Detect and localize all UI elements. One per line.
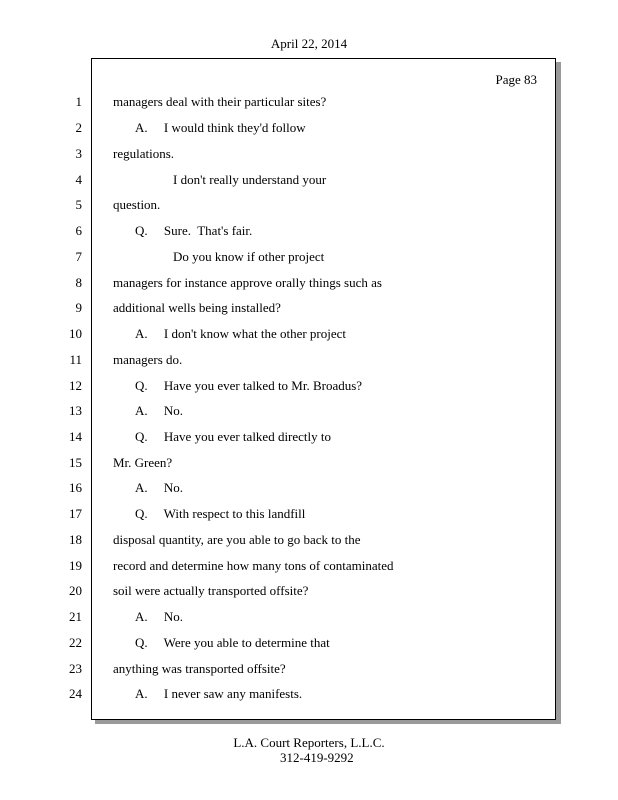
transcript-line	[0, 454, 618, 472]
line-number: 18	[69, 532, 82, 547]
transcript-line	[0, 351, 618, 369]
line-number: 9	[75, 300, 82, 315]
transcript-line	[0, 248, 618, 266]
line-number: 8	[75, 275, 82, 290]
transcript-line	[0, 145, 618, 163]
transcript-line	[0, 402, 618, 420]
line-text: soil were actually transported offsite?	[113, 583, 309, 598]
line-number: 23	[69, 661, 82, 676]
line-text: question.	[113, 197, 161, 212]
line-text: A. No.	[135, 609, 184, 624]
line-number: 12	[69, 378, 82, 393]
reporter-phone: 312-419-9292	[280, 750, 354, 765]
transcript-date: April 22, 2014	[270, 36, 348, 51]
line-number: 3	[75, 146, 82, 161]
page-number: Page 83	[495, 72, 537, 87]
transcript-line	[0, 685, 618, 703]
line-text: anything was transported offsite?	[113, 661, 286, 676]
line-number: 1	[75, 94, 82, 109]
line-text: A. No.	[135, 403, 184, 418]
line-text: Q. With respect to this landfill	[135, 506, 306, 521]
line-number: 7	[75, 249, 82, 264]
line-number: 6	[75, 223, 82, 238]
line-number: 5	[75, 197, 82, 212]
line-number: 22	[69, 635, 82, 650]
transcript-line	[0, 634, 618, 652]
line-text: Q. Were you able to determine that	[135, 635, 330, 650]
line-text: Mr. Green?	[113, 455, 173, 470]
transcript-line	[0, 196, 618, 214]
line-text: A. I don't know what the other project	[135, 326, 347, 341]
line-text: Q. Have you ever talked directly to	[135, 429, 332, 444]
line-number: 16	[69, 480, 82, 495]
line-number: 21	[69, 609, 82, 624]
transcript-line	[0, 531, 618, 549]
transcript-line	[0, 119, 618, 137]
line-number: 11	[69, 352, 82, 367]
line-text: record and determine how many tons of contaminated	[113, 558, 394, 573]
transcript-line	[0, 557, 618, 575]
line-number: 20	[69, 583, 82, 598]
line-text: managers for instance approve orally things such as	[113, 275, 382, 290]
line-text: Do you know if other project	[173, 249, 325, 264]
transcript-line	[0, 660, 618, 678]
transcript-line	[0, 377, 618, 395]
transcript-line	[0, 479, 618, 497]
line-text: disposal quantity, are you able to go back to the	[113, 532, 361, 547]
transcript-line	[0, 274, 618, 292]
line-number: 15	[69, 455, 82, 470]
transcript-line	[0, 608, 618, 626]
transcript-line	[0, 428, 618, 446]
transcript-line	[0, 505, 618, 523]
line-text: additional wells being installed?	[113, 300, 281, 315]
line-number: 19	[69, 558, 82, 573]
line-text: Q. Have you ever talked to Mr. Broadus?	[135, 378, 363, 393]
line-number: 24	[69, 686, 82, 701]
line-text: regulations.	[113, 146, 175, 161]
line-text: managers do.	[113, 352, 183, 367]
line-number: 17	[69, 506, 82, 521]
line-text: A. I never saw any manifests.	[135, 686, 303, 701]
reporter-company: L.A. Court Reporters, L.L.C.	[233, 735, 385, 750]
line-text: A. I would think they'd follow	[135, 120, 306, 135]
transcript-line	[0, 325, 618, 343]
transcript-line	[0, 299, 618, 317]
line-text: A. No.	[135, 480, 184, 495]
line-text: managers deal with their particular sites?	[113, 94, 327, 109]
line-number: 13	[69, 403, 82, 418]
transcript-line	[0, 93, 618, 111]
transcript-line	[0, 222, 618, 240]
transcript-line	[0, 171, 618, 189]
transcript-line	[0, 582, 618, 600]
line-number: 10	[69, 326, 82, 341]
line-number: 14	[69, 429, 82, 444]
line-number: 4	[75, 172, 82, 187]
line-text: I don't really understand your	[173, 172, 327, 187]
line-text: Q. Sure. That's fair.	[135, 223, 253, 238]
line-number: 2	[75, 120, 82, 135]
